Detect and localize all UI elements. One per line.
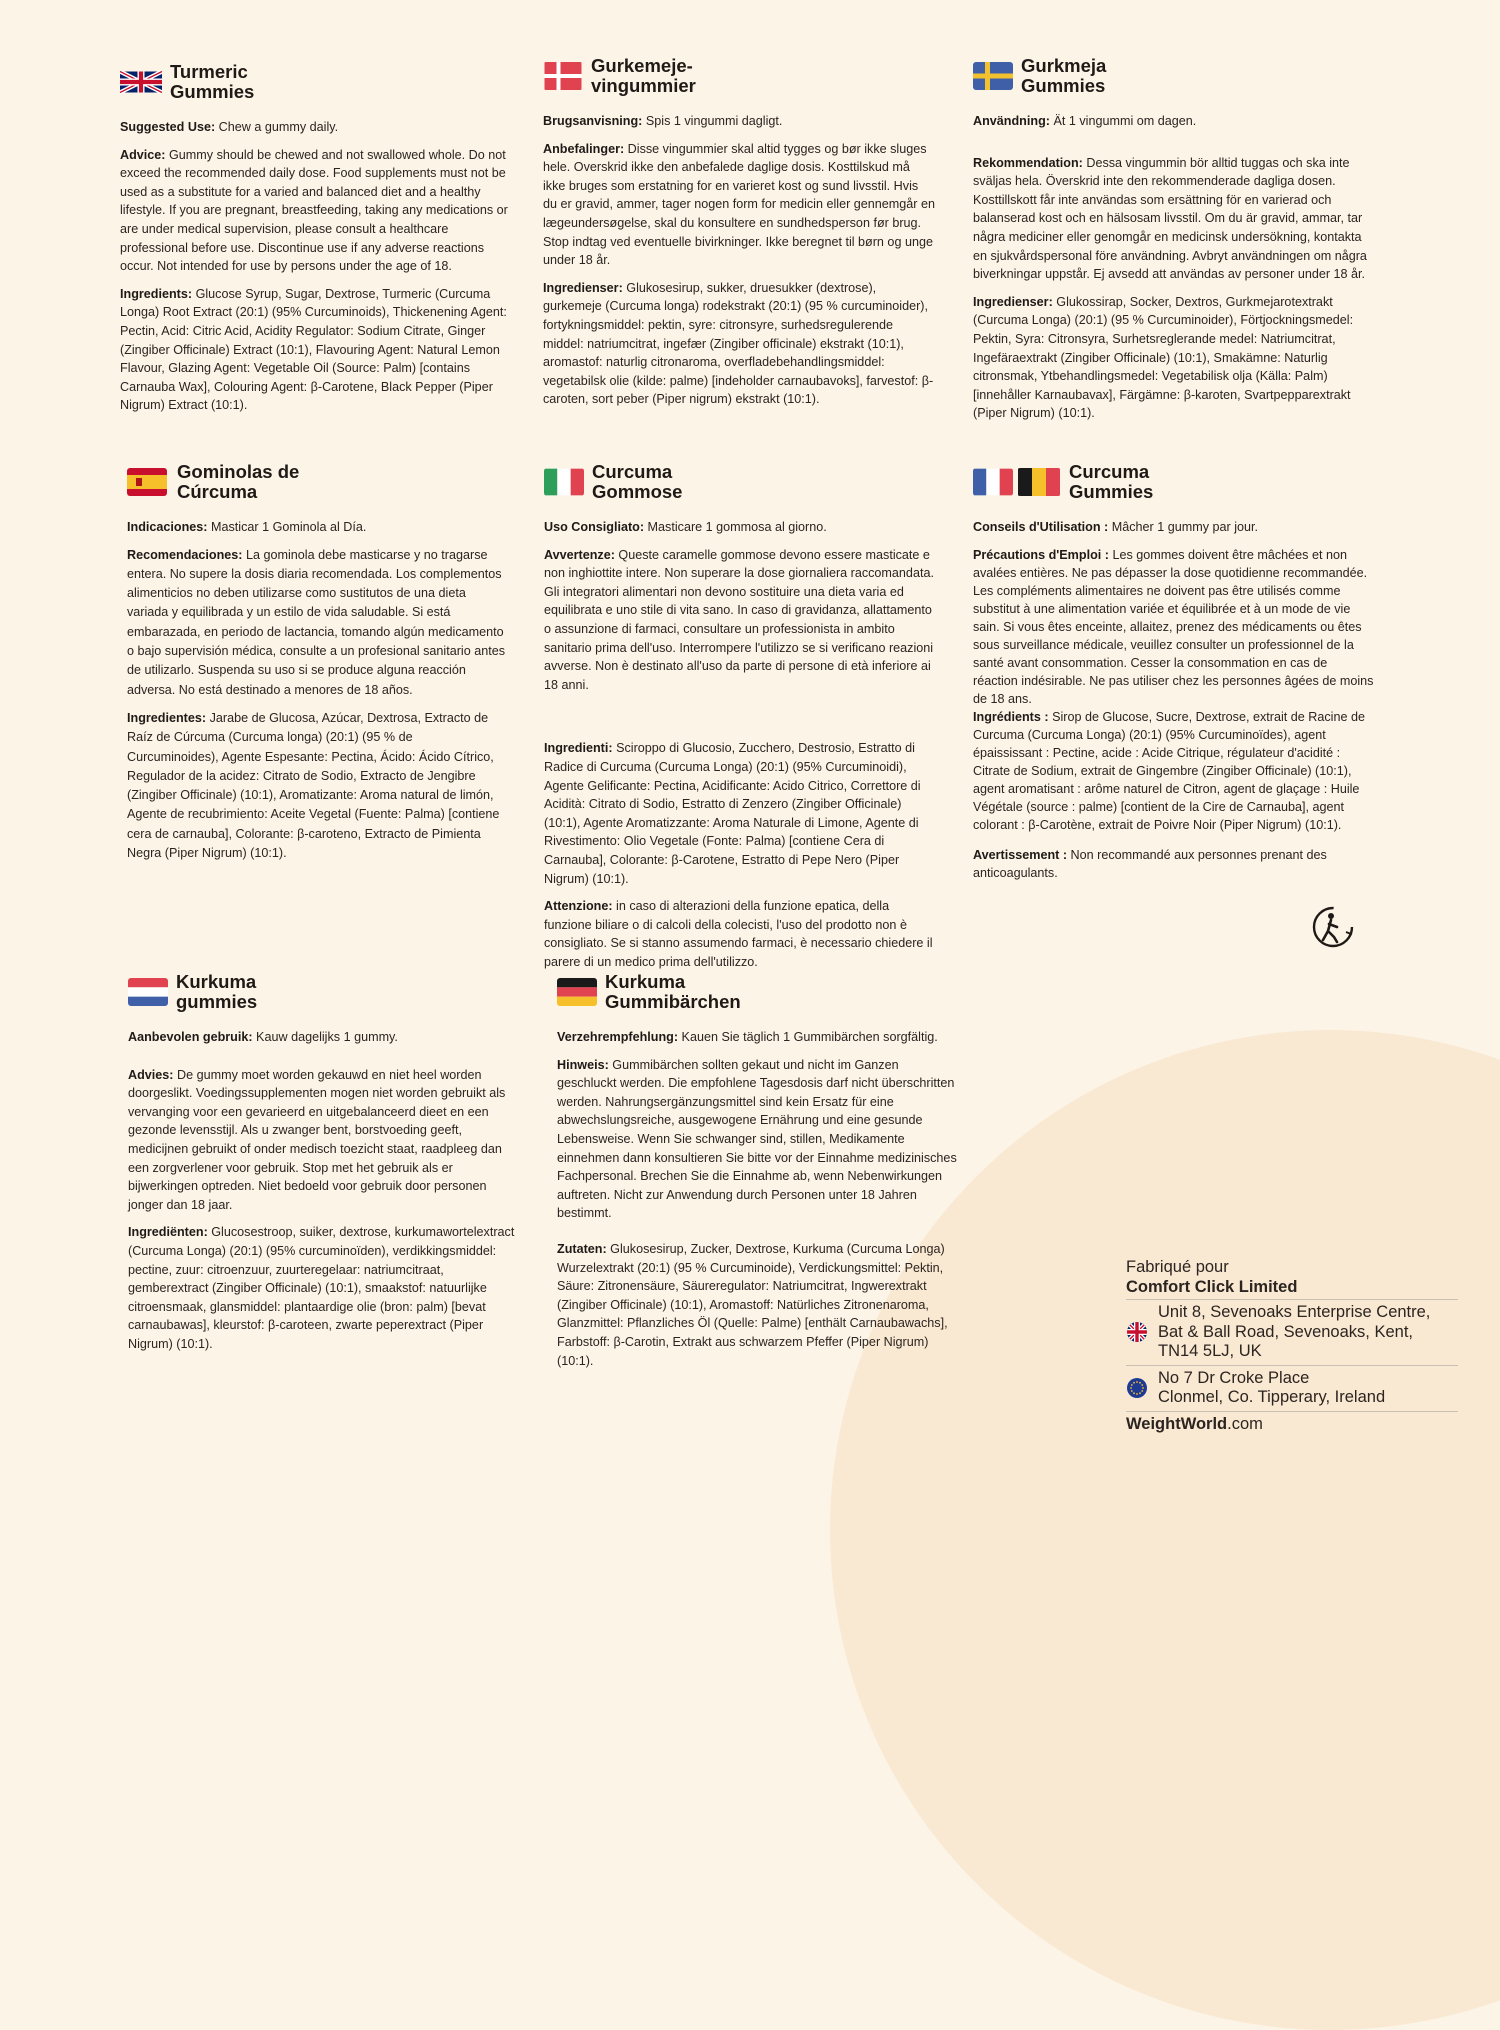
suggested-use: Conseils d'Utilisation : Mâcher 1 gummy par jour. xyxy=(973,520,1259,534)
spacer xyxy=(973,140,1375,154)
section-header xyxy=(120,62,510,102)
ingredients: Ingredienser: Glukossirap, Socker, Dextros, Gurkmejarotextrakt (Curcuma Longa) (20:1) (95 % Curcuminoider), Förtjockningsmedel: Pektin, Syra: Citronsyra, Surhetsreglerande medel: Natriumcitrat, Ingefäraextrakt (Zingiber Officinale) (10:1), Smakämne: Naturlig citronsmak, Ytbehandlingsmedel: Vegetabilisk olja (Källa: Palm) [innehåller Karnaubavax], Färgämne: β-karoten, Svartpepparextrakt (Piper Nigrum) (10:1). xyxy=(973,294,1354,421)
sweden-flag-icon xyxy=(973,62,1013,90)
address-line: TN14 5LJ, UK xyxy=(1158,1342,1262,1360)
section-da xyxy=(543,56,935,418)
section-title: Gominolas de Cúrcuma xyxy=(177,461,300,502)
section-title: Gurkemeje- vingummier xyxy=(591,55,696,96)
suggested-use: Aanbevolen gebruik: Kauw dagelijks 1 gummy. xyxy=(128,1030,398,1044)
section-en xyxy=(120,62,510,424)
address-line: Unit 8, Sevenoaks Enterprise Centre, xyxy=(1158,1303,1431,1321)
attention: Attenzione: in caso di alterazioni della funzione epatica, della funzione biliare o di calcoli della colecisti, l'uso del prodotto non è consigliato. Se si stanno assumendo farmaci, è necessario chiedere il parere di un medico prima dell'utilizzo. xyxy=(544,899,933,969)
spacer xyxy=(128,1056,518,1066)
section-it xyxy=(544,462,936,980)
ingredients: Ingredientes: Jarabe de Glucosa, Azúcar, Dextrosa, Extracto de Raíz de Cúrcuma (Curcuma longa) (20:1) (95 % de Curcuminoides), Agente Espesante: Pectina, Ácido: Ácido Cítrico, Regulador de la acidez: Citrato de Sodio, Extracto de Jengibre (Zingiber Officinale) (10:1), Aromatizante: Aroma natural de limón, Agente de recubrimiento: Aceite Vegetal (Fuente: Palma) [contiene cera de carnauba], Colorante: β-caroteno, Extracto de Pimienta Negra (Piper Nigrum) (10:1). xyxy=(127,710,500,861)
advice: Précautions d'Emploi : Les gommes doivent être mâchées et non avalées entières. Ne pas dépasser la dose quotidienne recommandée. Les compléments alimentaires ne doivent pas être utilisés comme substitut à une alimentation variée et équilibrée et à un mode de vie sain. Si vous êtes enceinte, allaitez, prenez des médicaments ou êtes sous surveillance médicale, veuillez consulter un professionnel de la santé avant consommation. Cesser la consommation en cas de réaction indésirable. Ne pas utiliser chez les personnes âgées de moins de 18 ans. xyxy=(973,547,1374,706)
company-name: Comfort Click Limited xyxy=(1126,1277,1298,1296)
section-title: Kurkuma Gummibärchen xyxy=(605,971,741,1012)
section-title: Curcuma Gummies xyxy=(1069,461,1154,502)
manufacturer-info xyxy=(1126,1258,1458,1434)
uk-flag-icon xyxy=(1126,1321,1148,1343)
ingredients: Ingredients: Glucose Syrup, Sugar, Dextrose, Turmeric (Curcuma Longa) Root Extract (20:1) (95% Curcuminoids), Thickenening Agent: Pectin, Acid: Citric Acid, Acidity Regulator: Sodium Citrate, Ginger (Zingiber Officinale) Extract (10:1), Flavouring Agent: Natural Lemon Flavour, Glazing Agent: Vegetable Oil (Source: Palm) [contains Carnauba Wax], Colouring Agent: β-Carotene, Black Pepper (Piper Nigrum) Extract (10:1). xyxy=(120,286,507,413)
section-de xyxy=(557,972,961,1379)
section-title: Turmeric Gummies xyxy=(170,61,255,102)
section-header xyxy=(557,972,961,1012)
germany-flag-icon xyxy=(557,978,597,1006)
section-title: Curcuma Gommose xyxy=(592,461,683,502)
eu-flag-icon xyxy=(1126,1377,1148,1399)
advice: Rekommendation: Dessa vingummin bör alltid tuggas och ska inte sväljas hela. Överskrid inte den rekommenderade dagliga dosen. Kosttillskott får inte användas som ersättning för en varierad och balanserad kost och en hälsosam livsstil. Om du är gravid, ammar, tar några mediciner eller genomgår en medicinsk undersökning, kontakta en sjukvårdspersonal före användning. Avbryt användningen om några biverkningar uppstår. Ej avsedd att användas av personer under 18 år. xyxy=(973,155,1367,282)
section-header xyxy=(973,56,1375,96)
spacer xyxy=(544,703,936,739)
section-title: Kurkuma gummies xyxy=(176,971,258,1012)
section-header xyxy=(973,462,1375,502)
france-flag-icon xyxy=(973,468,1013,496)
section-sv xyxy=(973,56,1375,432)
uk-address xyxy=(1126,1299,1458,1365)
section-es xyxy=(127,462,507,872)
eu-address xyxy=(1126,1365,1458,1411)
made-for-label: Fabriqué pour xyxy=(1126,1258,1229,1276)
ingredients: Ingredienti: Sciroppo di Glucosio, Zucchero, Destrosio, Estratto di Radice di Curcuma (Curcuma Longa) (20:1) (95% Curcuminoidi), Agente Gelificante: Pectina, Acidificante: Acido Citrico, Correttore di Acidità: Citrato di Sodio, Estratto di Zenzero (Zingiber Officinale) (10:1), Agente Aromatizzante: Aroma Naturale di Limone, Agente di Rivestimento: Olio Vegetale (Fonte: Palma) [contiene Cera di Carnauba], Colorante: β-Carotene, Estratto di Pepe Nero (Piper Nigrum) (10:1). xyxy=(544,741,921,886)
denmark-flag-icon xyxy=(543,62,583,90)
italy-flag-icon xyxy=(544,468,584,496)
belgium-flag-icon xyxy=(1017,468,1061,496)
netherlands-flag-icon xyxy=(128,978,168,1006)
advice: Avvertenze: Queste caramelle gommose devono essere masticate e non inghiottite intere. Non superare la dose giornaliera raccomandata. Gli integratori alimentari non devono sostituire una dieta varia ed equilibrata e uno stile di vita sano. In caso di gravidanza, allattamento o assunzione di farmaci, consultare un professionista in ambito sanitario prima dell'uso. Interrompere l'utilizzo se si verificano reazioni avverse. Non è destinato all'uso da parte di persone di età inferiore ai 18 anni. xyxy=(544,547,934,692)
suggested-use: Indicaciones: Masticar 1 Gominola al Día. xyxy=(127,520,367,534)
advice: Advies: De gummy moet worden gekauwd en niet heel worden doorgeslikt. Voedingssupplementen mogen niet worden gebruikt als vervanging voor een gevarieerd en uitgebalanceerd dieet en een gezonde levensstijl. Als u zwanger bent, borstvoeding geeft, medicijnen gebruikt of onder medisch toezicht staat, raadpleeg dan een zorgverlener voor gebruik. Stop met het gebruik als er bijwerkingen optreden. Niet bedoeld voor gebruik door personen jonger dan 18 jaar. xyxy=(128,1067,506,1212)
suggested-use: Verzehrempfehlung: Kauen Sie täglich 1 Gummibärchen sorgfältig. xyxy=(557,1030,938,1044)
advice: Hinweis: Gummibärchen sollten gekaut und nicht im Ganzen geschluckt werden. Die empfohlene Tagesdosis darf nicht überschritten werden. Nahrungsergänzungsmittel sind kein Ersatz für eine abwechslungsreiche, ausgewogene Ernährung und eine gesunde Lebensweise. Wenn Sie schwanger sind, stillen, Medikamente einnehmen dann konsultieren Sie bitte vor der Einnahme medizinisches Fachpersonal. Brechen Sie die Einnahme ab, wenn Nebenwirkungen auftreten. Nicht zur Anwendung durch Personen unter 18 Jahren bestimmt. xyxy=(557,1057,957,1221)
section-fr xyxy=(973,462,1375,892)
section-header xyxy=(128,972,518,1012)
warning: Avertissement : Non recommandé aux personnes prenant des anticoagulants. xyxy=(973,847,1327,881)
advice: Anbefalinger: Disse vingummier skal altid tygges og bør ikke sluges hele. Overskrid ikke den anbefalede daglige dosis. Kosttilskud må ikke bruges som erstatning for en varieret kost og sund livsstil. Hvis du er gravid, ammer, tager nogen form for medicin eller gennemgår en lægeundersøgelse, skal du konsultere en sundhedsperson før brug. Stop indtag ved eventuelle bivirkninger. Ikke beregnet til børn og unge under 18 år. xyxy=(543,141,936,268)
advice: Recomendaciones: La gominola debe masticarse y no tragarse entera. No supere la dosis diaria recomendada. Los complementos alimenticios no deben utilizarse como sustitutos de una dieta variada y equilibrada y un estilo de vida saludable. Si está embarazada, en periodo de lactancia, tomando algún medicamento o bajo supervisión médica, consulte a un profesional sanitario antes de utilizarlo. Suspenda su uso si se produce alguna reacción adversa. No está destinado a menores de 18 años. xyxy=(127,547,506,697)
ingredients: Zutaten: Glukosesirup, Zucker, Dextrose, Kurkuma (Curcuma Longa) Wurzelextrakt (20:1) (95 % Curcuminoide), Verdickungsmittel: Pektin, Säure: Zitronensäure, Säureregulator: Natriumcitrat, Ingwerextrakt (Zingiber Officinale) (10:1), Aromastoff: Natürliches Zitronenaroma, Glanzmittel: Pflanzliches Öl (Quelle: Palme) [enthält Carnaubawachs], Farbstoff: β-Carotin, Extrakt aus schwarzem Pfeffer (Piper Nigrum) (10:1). xyxy=(557,1241,948,1368)
advice: Advice: Gummy should be chewed and not swallowed whole. Do not exceed the recommended daily dose. Food supplements must not be used as a substitute for a varied and balanced diet and a healthy lifestyle. If you are pregnant, breastfeeding, taking any medications or are under medical supervision, please consult a healthcare professional before use. Discontinue use if any adverse reactions occur. Not intended for use by persons under the age of 18. xyxy=(120,147,508,274)
suggested-use: Användning: Ät 1 vingummi om dagen. xyxy=(973,114,1197,128)
uk-flag-icon xyxy=(120,67,162,97)
ingredients: Ingredienser: Glukosesirup, sukker, druesukker (dextrose), gurkemeje (Curcuma longa) rodekstrakt (20:1) (95 % curcuminoider), fortykningsmiddel: pektin, syre: citronsyre, surhedsregulerende middel: natriumcitrat, ingefær (Zingiber officinale) ekstrakt (10:1), aromastof: naturlig citronaroma, overfladebehandlingsmiddel: vegetabilsk olie (kilde: palme) [indeholder carnaubavoks], farvestof: β-caroten, sort peber (Piper nigrum) ekstrakt (10:1). xyxy=(543,280,934,407)
suggested-use: Suggested Use: Chew a gummy daily. xyxy=(120,120,339,134)
suggested-use: Uso Consigliato: Masticare 1 gommosa al giorno. xyxy=(544,520,827,534)
section-title: Gurkmeja Gummies xyxy=(1021,55,1107,96)
section-header xyxy=(127,462,507,502)
recycle-person-icon xyxy=(1310,904,1356,950)
ingredients: Ingrediënten: Glucosestroop, suiker, dextrose, kurkumawortelextract (Curcuma Longa) (20:1) (95% curcuminoïden), verdikkingsmiddel: pectine, zuur: citroenzuur, zuurteregelaar: natriumcitraat, gemberextract (Zingiber Officinale) (10:1), smaakstof: natuurlijke citroensmaak, glansmiddel: plantaardige olie (bron: palm) [bevat carnaubawas], kleurstof: β-caroteen, zwarte peperextract (Piper Nigrum) (10:1). xyxy=(128,1225,515,1351)
address-line: Clonmel, Co. Tipperary, Ireland xyxy=(1158,1388,1386,1406)
website[interactable] xyxy=(1126,1411,1458,1435)
address-line: Bat & Ball Road, Sevenoaks, Kent, xyxy=(1158,1322,1413,1341)
section-nl xyxy=(128,972,518,1363)
section-header xyxy=(544,462,936,502)
suggested-use: Brugsanvisning: Spis 1 vingummi dagligt. xyxy=(543,114,783,128)
ingredients: Ingrédients : Sirop de Glucose, Sucre, Dextrose, extrait de Racine de Curcuma (Curcuma Longa) (20:1) (95% Curcuminoïdes), agent épaississant : Pectine, acide : Acide Citrique, régulateur d'acidité : Citrate de Sodium, extrait de Gingembre (Zingiber Officinale) (10:1), agent aromatisant : arôme naturel de Citron, agent de glaçage : Huile Végétale (source : palme) [contient de la Cire de Carnauba], agent colorant : β-Carotène, extrait de Poivre Noir (Piper Nigrum) (10:1). xyxy=(973,709,1365,832)
address-line: No 7 Dr Croke Place xyxy=(1158,1368,1310,1387)
section-header xyxy=(543,56,935,96)
spacer xyxy=(557,1232,961,1240)
website-brand: WeightWorld xyxy=(1126,1414,1228,1433)
spain-flag-icon xyxy=(127,468,167,496)
website-tld: .com xyxy=(1227,1414,1263,1433)
